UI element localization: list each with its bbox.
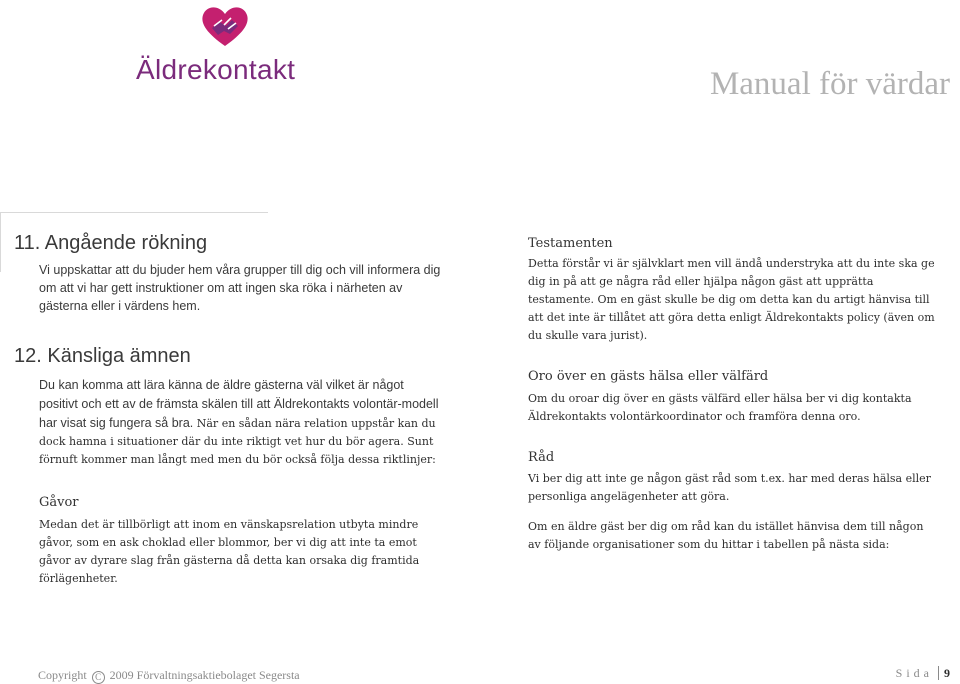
heart-hands-icon <box>200 4 250 48</box>
health-concern-paragraph: Om du oroar dig över en gästs välfärd eller hälsa ber vi dig kontakta Äldrekontakts volontärkoordinator och framföra denna oro. <box>528 392 912 423</box>
subheading-advice: Råd <box>528 450 555 465</box>
footer-page-number <box>896 666 950 681</box>
subheading-wills: Testamenten <box>528 236 613 251</box>
sensitive-topics-intro: Du kan komma att lära känna de äldre gästerna väl vilket är något positivt och ett av de främsta skälen till att Äldrekontakts volontär-modell har visat sig fungera så bra. <box>39 378 439 430</box>
logo <box>136 4 326 86</box>
copyright-icon: C <box>92 671 105 684</box>
wills-text-1: Detta förstår vi är självklart men vill ändå understryka att du inte ska ge dig in på att ge några råd eller hjälpa någon gäst att upprätta testamente. <box>528 257 935 306</box>
section-title-sensitive-topics: 12. Känsliga ämnen <box>14 345 191 367</box>
sensitive-topics-paragraph <box>39 376 444 469</box>
page-separator <box>938 666 939 680</box>
page-label: Sida <box>895 666 933 680</box>
page-number: 9 <box>944 666 950 680</box>
left-column <box>14 232 444 588</box>
copyright-word: Copyright <box>38 668 87 682</box>
subheading-gifts: Gåvor <box>39 495 79 510</box>
advice-paragraph-2: Om en äldre gäst ber dig om råd kan du istället hänvisa dem till någon av följande organisationer som du hittar i tabellen på nästa sida: <box>528 520 924 551</box>
wills-paragraph <box>528 255 938 345</box>
header-divider <box>0 212 268 213</box>
sensitive-topics-guidelines: Sunt förnuft kommer man långt med men du bör också följa dessa riktlinjer: <box>39 435 436 466</box>
footer-copyright <box>38 668 300 684</box>
right-column <box>528 236 938 554</box>
gifts-paragraph: Medan det är tillbörligt att inom en vänskapsrelation utbyta mindre gåvor, som en ask choklad eller blommor, ber vi dig att inte ta emot gåvor av dyrare slag från gästerna då detta kan orsaka dig framtida förlägenheter. <box>39 518 420 585</box>
sensitive-topics-situations: När en sådan nära relation uppstår kan du dock hamna i situationer där du inte riktigt vet hur du bör agera. <box>39 417 436 448</box>
logo-text: Äldrekontakt <box>136 54 296 85</box>
advice-paragraph-1: Vi ber dig att inte ge någon gäst råd som t.ex. har med deras hälsa eller personliga angelägenheter att göra. <box>528 472 931 503</box>
copyright-text: 2009 Förvaltningsaktiebolaget Segersta <box>109 668 300 682</box>
header-divider-vertical <box>0 212 1 272</box>
document-title: Manual för värdar <box>709 66 950 102</box>
wills-text-2: Om en gäst skulle be dig om detta kan du artigt hänvisa till att det inte är tillåtet att göra detta enligt Äldrekontakts policy (även om du skulle vara jurist). <box>528 293 935 342</box>
subheading-health-concern: Oro över en gästs hälsa eller välfärd <box>528 369 769 384</box>
smoking-paragraph: Vi uppskattar att du bjuder hem våra grupper till dig och vill informera dig om att vi har gett instruktioner om att ingen ska röka i närheten av gästerna eller i värdens hem. <box>39 263 441 313</box>
section-title-smoking: 11. Angående rökning <box>14 232 208 254</box>
